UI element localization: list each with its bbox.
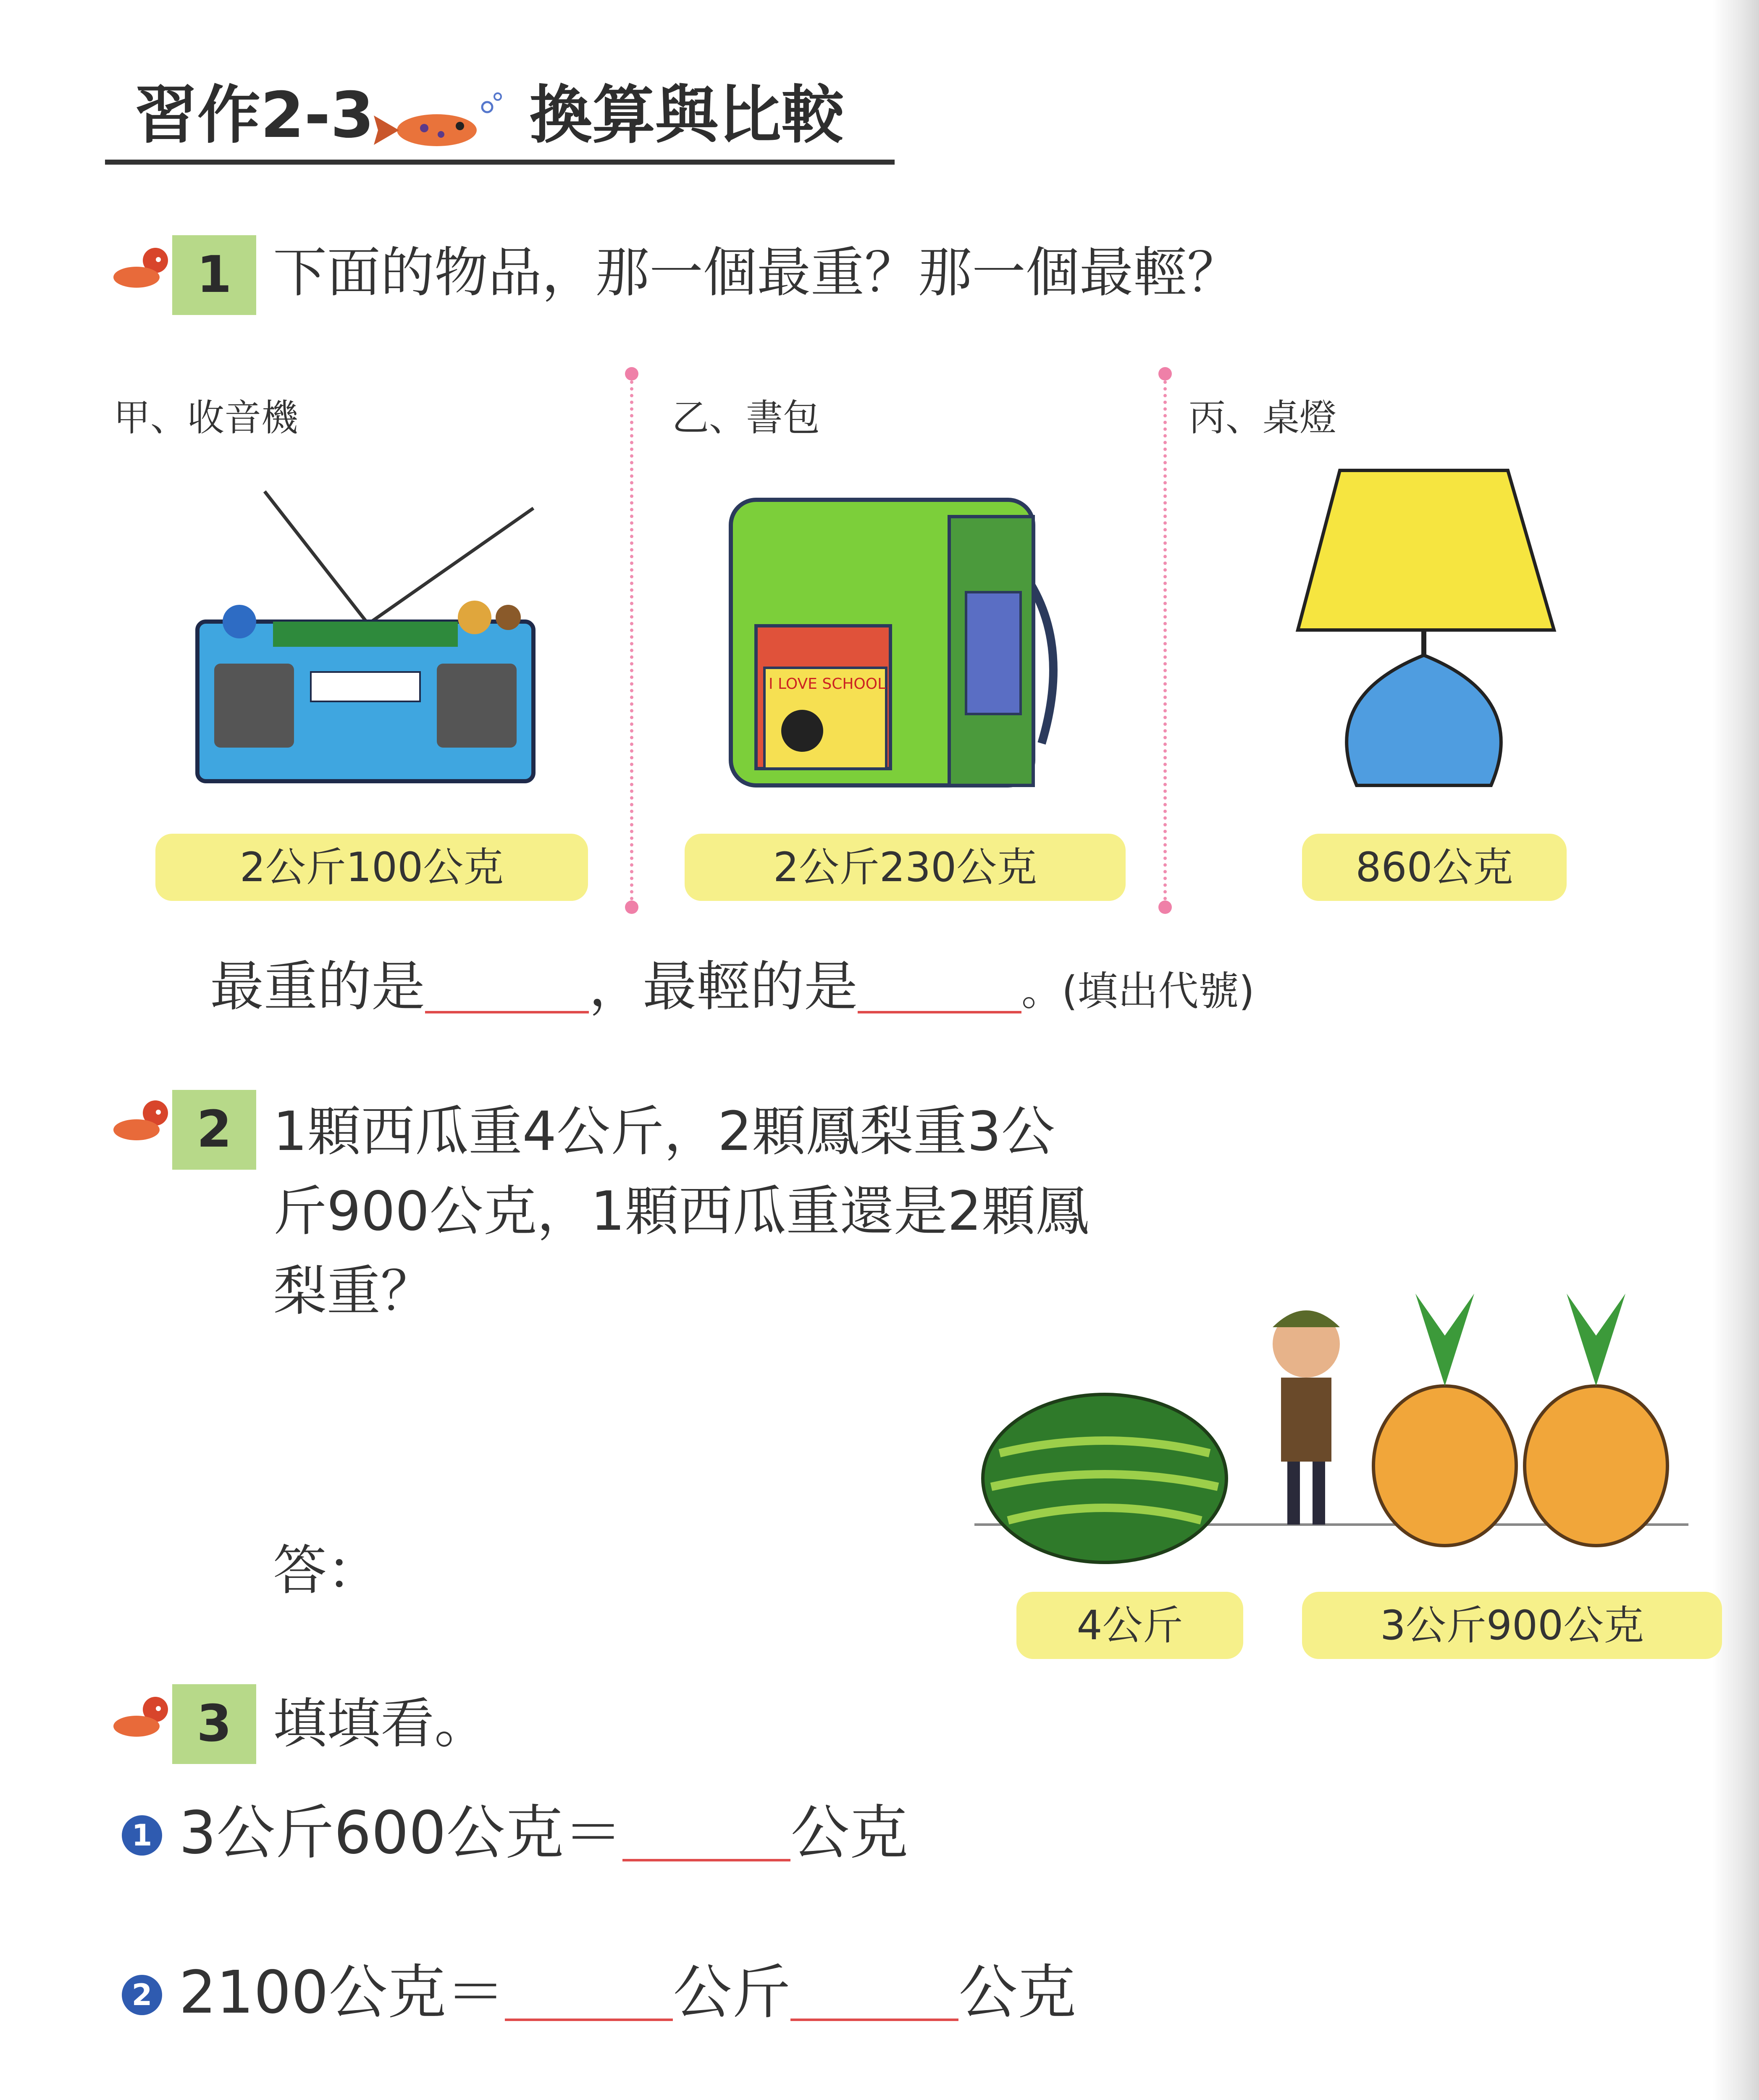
fruit-scene-image — [974, 1277, 1722, 1571]
fill-item-2 — [122, 1953, 1076, 2033]
question-1-text: 下面的物品，那一個最重？那一個最輕？ — [273, 242, 1241, 304]
page-edge-shadow — [1713, 0, 1759, 2100]
question-3-number: 3 — [172, 1684, 256, 1764]
question-2-number: 2 — [172, 1090, 256, 1170]
question-1-answer-line — [210, 947, 1255, 1031]
fill-item-1-blank[interactable] — [622, 1859, 790, 1861]
fill-item-2-blank-a[interactable] — [505, 2019, 673, 2021]
weight-tag-lamp: 860公克 — [1302, 834, 1567, 901]
answer-heaviest-blank[interactable] — [425, 1011, 589, 1013]
question-2-line-2: 斤900公克，1顆西瓜重還是2顆鳳 — [273, 1180, 1090, 1243]
fill-item-2-blank-b[interactable] — [790, 2019, 958, 2021]
question-2-line-3: 梨重？ — [273, 1260, 435, 1323]
radio-image — [189, 483, 550, 785]
schoolbag-image — [722, 491, 1092, 794]
runner-icon — [107, 1693, 179, 1743]
fill-item-1-left: 3公斤600公克＝ — [179, 1799, 623, 1867]
item-number-1: 1 — [122, 1815, 162, 1856]
weight-tag-watermelon: 4公斤 — [1016, 1592, 1243, 1659]
fill-item-2-unit-b: 公克 — [958, 1958, 1076, 2027]
question-1-number: 1 — [172, 235, 256, 315]
fill-item-1 — [122, 1793, 908, 1873]
question-2-line-1: 1顆西瓜重4公斤，2顆鳳梨重3公 — [273, 1100, 1055, 1163]
weight-tag-pineapples: 3公斤900公克 — [1302, 1592, 1722, 1659]
weight-tag-schoolbag: 2公斤230公克 — [685, 834, 1126, 901]
panel-divider-2 — [1163, 374, 1167, 907]
lamp-image — [1294, 462, 1562, 798]
answer-lightest-label: ，最輕的是 — [589, 956, 858, 1018]
worksheet-code: 習作2-3 — [134, 79, 374, 152]
answer-instruction: 。(填出代號) — [1021, 968, 1255, 1015]
fill-item-1-unit: 公克 — [790, 1799, 908, 1867]
question-2-answer-label: 答： — [273, 1539, 381, 1602]
bag-slogan: I LOVE SCHOOL — [769, 675, 886, 693]
item-label-radio: 甲、收音機 — [113, 396, 299, 439]
item-label-schoolbag: 乙、書包 — [672, 396, 820, 439]
worksheet-title: 換算與比較 — [529, 79, 845, 152]
title-underline — [105, 160, 895, 165]
answer-lightest-blank[interactable] — [858, 1011, 1021, 1013]
panel-divider-1 — [630, 374, 633, 907]
question-3-text: 填填看。 — [273, 1693, 488, 1755]
fill-item-2-left: 2100公克＝ — [179, 1958, 505, 2027]
answer-heaviest-label: 最重的是 — [210, 956, 425, 1018]
runner-icon — [107, 1096, 179, 1147]
runner-icon — [107, 244, 179, 294]
item-label-lamp: 丙、桌燈 — [1189, 396, 1337, 439]
item-number-2: 2 — [122, 1975, 162, 2015]
fish-icon — [374, 90, 508, 158]
weight-tag-radio: 2公斤100公克 — [155, 834, 588, 901]
fill-item-2-unit-a: 公斤 — [673, 1958, 791, 2027]
